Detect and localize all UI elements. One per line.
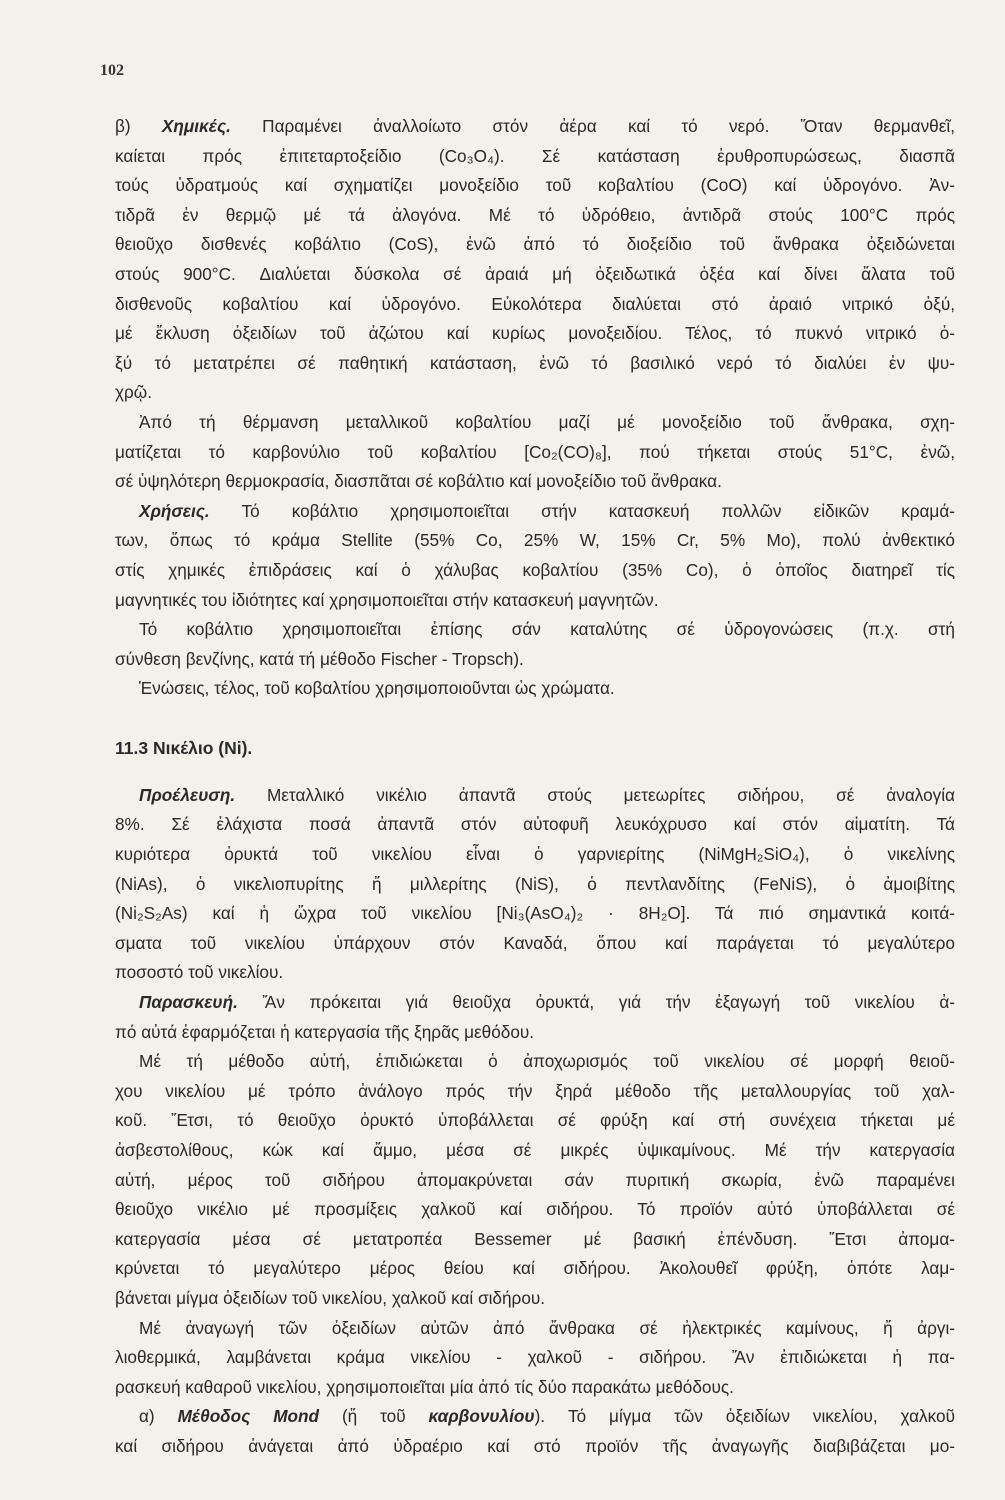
text-run: Τό κοβάλτιο χρησιμοποιεῖται ἐπίσης σάν καταλύτης σέ ὑδρογονώσεις (π.χ. στή	[139, 619, 955, 640]
text-run: λιοθερμικά, λαμβάνεται κράμα νικελίου - χαλκοῦ - σιδήρου. Ἄν ἐπιδιώκεται ἡ πα-	[115, 1347, 955, 1368]
bold-italic-term: καρβονυλίου	[428, 1406, 535, 1427]
text-run: χρῷ.	[115, 382, 152, 403]
text-run: (ἤ τοῦ	[319, 1406, 429, 1427]
bold-italic-term: Χρήσεις.	[139, 500, 210, 521]
text-run: θειοῦχο νικέλιο μέ προσμίξεις χαλκοῦ καί σιδήρου. Τό προϊόν αὐτό ὑποβάλλεται σέ	[115, 1199, 955, 1220]
text-run: Παραμένει ἀναλλοίωτο στόν ἀέρα καί τό νερό. Ὅταν θερμανθεῖ,	[230, 116, 955, 136]
text-line	[115, 260, 955, 290]
text-run: Μέ τή μέθοδο αὐτή, ἐπιδιώκεται ὁ ἀποχωρισμός τοῦ νικελίου σέ μορφή θειοῦ-	[139, 1051, 955, 1072]
bold-italic-term: Μέθοδος Mond	[177, 1406, 320, 1427]
text-line	[115, 201, 955, 231]
text-run: Μέ ἀναγωγή τῶν ὀξειδίων αὐτῶν ἀπό ἄνθρακα σέ ἠλεκτρικές καμίνους, ἤ ἀργι-	[139, 1317, 955, 1338]
spacer	[115, 704, 955, 733]
text-run: Ἑνώσεις, τέλος, τοῦ κοβαλτίου χρησιμοποιοῦνται ὡς χρώματα.	[139, 678, 615, 699]
text-run: θειοῦχο δισθενές κοβάλτιο (CoS), ἐνῶ ἀπό τό διοξείδιο τοῦ ἄνθρακα ὀξειδώνεται	[115, 234, 955, 255]
text-line	[115, 615, 955, 645]
text-run: ἀσβεστολίθους, κώκ καί ἄμμο, μέσα σέ μικρές ὑψικαμίνους. Μέ τήν κατεργασία	[115, 1140, 955, 1160]
text-run: σύνθεση βενζίνης, κατά τή μέθοδο Fischer - Tropsch).	[115, 648, 524, 669]
text-line	[115, 1373, 955, 1403]
text-line	[115, 958, 955, 988]
text-run: Ἄν πρόκειται γιά θειοῦχα ὀρυκτά, γιά τήν ἐξαγωγή τοῦ νικελίου ἀ-	[237, 992, 955, 1013]
text-line	[115, 171, 955, 201]
text-line	[115, 1314, 955, 1344]
body-text	[115, 112, 955, 1462]
text-line	[115, 840, 955, 870]
text-run: τούς ὑδρατμούς καί σχηματίζει μονοξείδιο τοῦ κοβαλτίου (CoO) καί ὑδρογόνο. Ἀν-	[115, 175, 955, 196]
text-line	[115, 1047, 955, 1077]
text-line	[115, 1077, 955, 1107]
text-line	[115, 1225, 955, 1255]
text-line	[115, 408, 955, 438]
text-line	[115, 378, 955, 408]
text-run: των, ὅπως τό κράμα Stellite (55% Co, 25% W, 15% Cr, 5% Mo), πολύ ἀνθεκτικό	[115, 530, 955, 551]
text-run: δισθενοῦς κοβαλτίου καί ὑδρογόνο. Εὐκολότερα διαλύεται στό ἀραιό νιτρικό ὀξύ,	[115, 293, 955, 314]
text-run: σματα τοῦ νικελίου ὑπάρχουν στόν Καναδά, ὅπου καί παράγεται τό μεγαλύτερο	[115, 932, 955, 953]
text-line	[115, 1136, 955, 1166]
text-run: κυριότερα ὀρυκτά τοῦ νικελίου εἶναι ὁ γαρνιερίτης (NiMgH₂SiO₄), ὁ νικελίνης	[115, 844, 955, 865]
text-run: κατεργασία μέσα σέ μετατροπέα Bessemer μέ βασική ἐπένδυση. Ἔτσι ἀπομα-	[115, 1228, 955, 1249]
text-line	[115, 290, 955, 320]
text-line	[115, 1343, 955, 1373]
text-run: α)	[139, 1406, 178, 1427]
text-run: χου νικελίου μέ τρόπο ἀνάλογο πρός τήν ξηρά μέθοδο τῆς μεταλλουργίας τοῦ χαλ-	[115, 1080, 955, 1101]
text-line	[115, 556, 955, 586]
text-line	[115, 870, 955, 900]
text-run: (NiAs), ὁ νικελιοπυρίτης ἤ μιλλερίτης (NiS), ὁ πεντλανδίτης (FeNiS), ὁ ἀμοιβίτης	[115, 873, 955, 894]
spacer	[115, 763, 955, 781]
text-run: ματίζεται τό καρβονύλιο τοῦ κοβαλτίου [Co₂(CO)₈], πού τήκεται στούς 51°C, ἐνῶ,	[115, 441, 955, 462]
text-run: ρασκευή καθαροῦ νικελίου, χρησιμοποιεῖται μία ἀπό τίς δύο παρακάτω μεθόδους.	[115, 1376, 734, 1397]
bold-italic-term: Χημικές.	[161, 116, 231, 136]
text-run: Μεταλλικό νικέλιο ἀπαντᾶ στούς μετεωρίτες σιδήρου, σέ ἀναλογία	[235, 784, 955, 805]
text-run: (Ni₂S₂As) καί ἡ ὤχρα τοῦ νικελίου [Ni₃(AsO₄)₂ · 8H₂O]. Τά πιό σημαντικά κοιτά-	[115, 903, 955, 924]
text-line	[115, 988, 955, 1018]
text-run: κρύνεται τό μεγαλύτερο μέρος θείου καί σιδήρου. Ἀκολουθεῖ φρύξη, ὁπότε λαμ-	[115, 1258, 955, 1279]
text-line	[115, 1432, 955, 1462]
text-run: τιδρᾶ ἐν θερμῷ μέ τά ἀλογόνα. Μέ τό ὑδρόθειο, ἀντιδρᾶ στούς 100°C πρός	[115, 204, 955, 225]
text-run: ). Τό μίγμα τῶν ὀξειδίων νικελίου, χαλκοῦ	[534, 1406, 955, 1427]
text-run: καί σιδήρου ἀνάγεται ἀπό ὑδραέριο καί στό προϊόν τῆς ἀναγωγῆς διαβιβάζεται μο-	[115, 1435, 955, 1456]
text-line	[115, 526, 955, 556]
text-line	[115, 319, 955, 349]
text-run: μαγνητικές του ἰδιότητες καί χρησιμοποιεῖται στήν κατασκευή μαγνητῶν.	[115, 589, 659, 610]
text-run: καίεται πρός ἐπιτεταρτοξείδιο (Co₃O₄). Σέ κατάσταση ἐρυθροπυρώσεως, διασπᾶ	[115, 145, 955, 166]
section-heading: 11.3 Νικέλιο (Ni).	[115, 737, 253, 758]
text-line	[115, 929, 955, 959]
text-run: β)	[115, 116, 162, 136]
text-line	[115, 899, 955, 929]
text-run: στίς χημικές ἐπιδράσεις καί ὁ χάλυβας κοβαλτίου (35% Co), ὁ ὁποῖος διατηρεῖ τίς	[115, 559, 955, 580]
text-run: σέ ὑψηλότερη θερμοκρασία, διασπᾶται σέ κοβάλτιο καί μονοξείδιο τοῦ ἄνθρακα.	[115, 471, 722, 492]
text-line	[115, 1254, 955, 1284]
text-line	[115, 1284, 955, 1314]
text-run: μέ ἔκλυση ὀξειδίων τοῦ ἀζώτου καί κυρίως μονοξειδίου. Τέλος, τό πυκνό νιτρικό ὀ-	[115, 323, 955, 344]
text-run: κοῦ. Ἔτσι, τό θειοῦχο ὀρυκτό ὑποβάλλεται σέ φρύξη καί στή συνέχεια τήκεται μέ	[115, 1110, 955, 1131]
text-line	[115, 230, 955, 260]
text-line	[115, 781, 955, 811]
text-line	[115, 1402, 955, 1432]
text-run: Ἀπό τή θέρμανση μεταλλικοῦ κοβαλτίου μαζί μέ μονοξείδιο τοῦ ἄνθρακα, σχη-	[139, 411, 955, 432]
text-line	[115, 112, 955, 142]
text-run: πό αὐτά ἐφαρμόζεται ἡ κατεργασία τῆς ξηρᾶς μεθόδου.	[115, 1021, 535, 1042]
text-line	[115, 1166, 955, 1196]
text-line	[115, 810, 955, 840]
text-line	[115, 467, 955, 497]
text-run: 8%. Σέ ἐλάχιστα ποσά ἀπαντᾶ στόν αὐτοφυῆ λευκόχρυσο καί στόν αἱματίτη. Τά	[115, 814, 955, 835]
text-run: βάνεται μίγμα ὀξειδίων τοῦ νικελίου, χαλκοῦ καί σιδήρου.	[115, 1287, 546, 1308]
text-line	[115, 497, 955, 527]
bold-italic-term: Παρασκευή.	[139, 992, 238, 1013]
text-line	[115, 349, 955, 379]
text-line	[115, 645, 955, 675]
text-line	[115, 1106, 955, 1136]
text-run: στούς 900°C. Διαλύεται δύσκολα σέ ἀραιά μή ὀξειδωτικά ὀξέα καί δίνει ἅλατα τοῦ	[115, 263, 955, 284]
page-number: 102	[100, 62, 124, 79]
text-run: ξύ τό μετατρέπει σέ παθητική κατάσταση, ἐνῶ τό βασιλικό νερό τό διαλύει ἐν ψυ-	[115, 352, 955, 373]
text-line	[115, 438, 955, 468]
text-line	[115, 674, 955, 704]
text-line	[115, 1018, 955, 1048]
text-run: ποσοστό τοῦ νικελίου.	[115, 962, 284, 983]
text-line	[115, 1195, 955, 1225]
text-line	[115, 586, 955, 616]
bold-italic-term: Προέλευση.	[139, 784, 236, 805]
text-run: Τό κοβάλτιο χρησιμοποιεῖται στήν κατασκευή πολλῶν εἰδικῶν κραμά-	[209, 500, 955, 521]
text-line	[115, 142, 955, 172]
text-run: αὐτή, μέρος τοῦ σιδήρου ἀπομακρύνεται σάν πυριτική σκωρία, ἐνῶ παραμένει	[115, 1169, 955, 1190]
